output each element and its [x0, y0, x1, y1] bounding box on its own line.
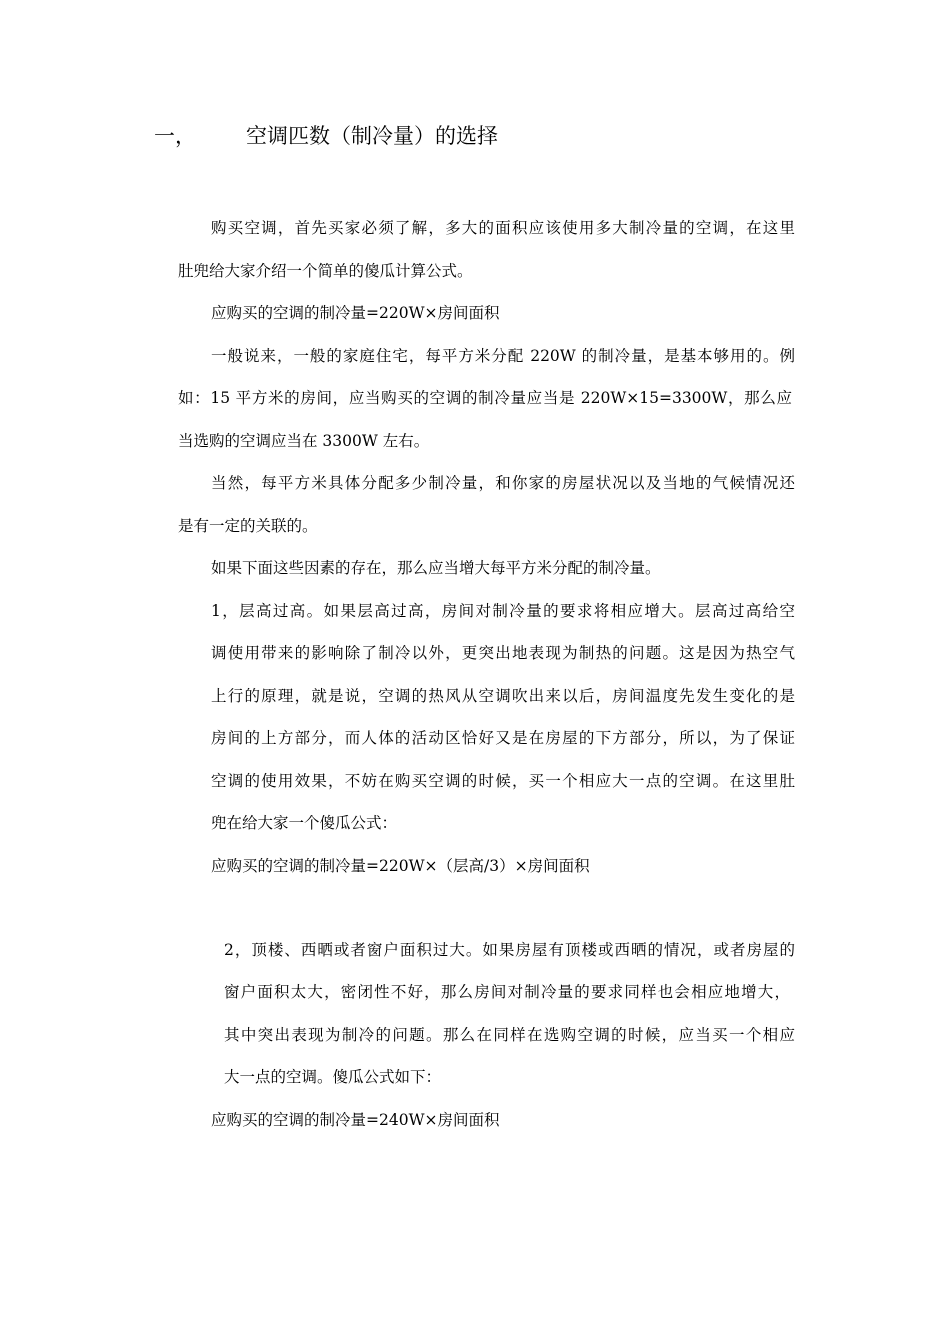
section-number: 一，	[154, 124, 196, 148]
formula-line: 应购买的空调的制冷量=220W×房间面积	[211, 304, 500, 322]
formula-line: 应购买的空调的制冷量=220W×（层高/3）×房间面积	[211, 857, 590, 875]
list-item-line: 房间的上方部分，而人体的活动区恰好又是在房屋的下方部分，所以，为了保证	[211, 729, 795, 747]
list-item-line: 1，层高过高。如果层高过高，房间对制冷量的要求将相应增大。层高过高给空	[211, 602, 795, 620]
formula-line: 应购买的空调的制冷量=240W×房间面积	[211, 1111, 500, 1129]
paragraph-line: 当选购的空调应当在 3300W 左右。	[178, 432, 430, 450]
paragraph-line: 是有一定的关联的。	[178, 517, 318, 535]
paragraph-line: 肚兜给大家介绍一个简单的傻瓜计算公式。	[178, 262, 473, 280]
list-item-line: 兜在给大家一个傻瓜公式：	[211, 814, 398, 832]
list-item-line: 上行的原理，就是说，空调的热风从空调吹出来以后，房间温度先发生变化的是	[211, 687, 795, 705]
list-item-line: 2，顶楼、西晒或者窗户面积过大。如果房屋有顶楼或西晒的情况，或者房屋的	[224, 941, 795, 959]
list-item-line: 窗户面积太大，密闭性不好，那么房间对制冷量的要求同样也会相应地增大，	[224, 983, 790, 1001]
section-title: 空调匹数（制冷量）的选择	[246, 124, 498, 148]
list-item-line: 调使用带来的影响除了制冷以外，更突出地表现为制热的问题。这是因为热空气	[211, 644, 795, 662]
paragraph-line: 当然，每平方米具体分配多少制冷量，和你家的房屋状况以及当地的气候情况还	[211, 474, 795, 492]
section-heading	[154, 121, 498, 151]
list-item-line: 其中突出表现为制冷的问题。那么在同样在选购空调的时候，应当买一个相应	[224, 1026, 795, 1044]
list-item-line: 大一点的空调。傻瓜公式如下：	[224, 1068, 442, 1086]
paragraph-line: 如：15 平方米的房间，应当购买的空调的制冷量应当是 220W×15=3300W，那么应	[178, 389, 792, 407]
paragraph-line: 一般说来，一般的家庭住宅，每平方米分配 220W 的制冷量，是基本够用的。例	[211, 347, 795, 365]
paragraph-line: 购买空调，首先买家必须了解，多大的面积应该使用多大制冷量的空调，在这里	[211, 219, 795, 237]
paragraph-line: 如果下面这些因素的存在，那么应当增大每平方米分配的制冷量。	[211, 559, 661, 577]
list-item-line: 空调的使用效果，不妨在购买空调的时候，买一个相应大一点的空调。在这里肚	[211, 772, 795, 790]
